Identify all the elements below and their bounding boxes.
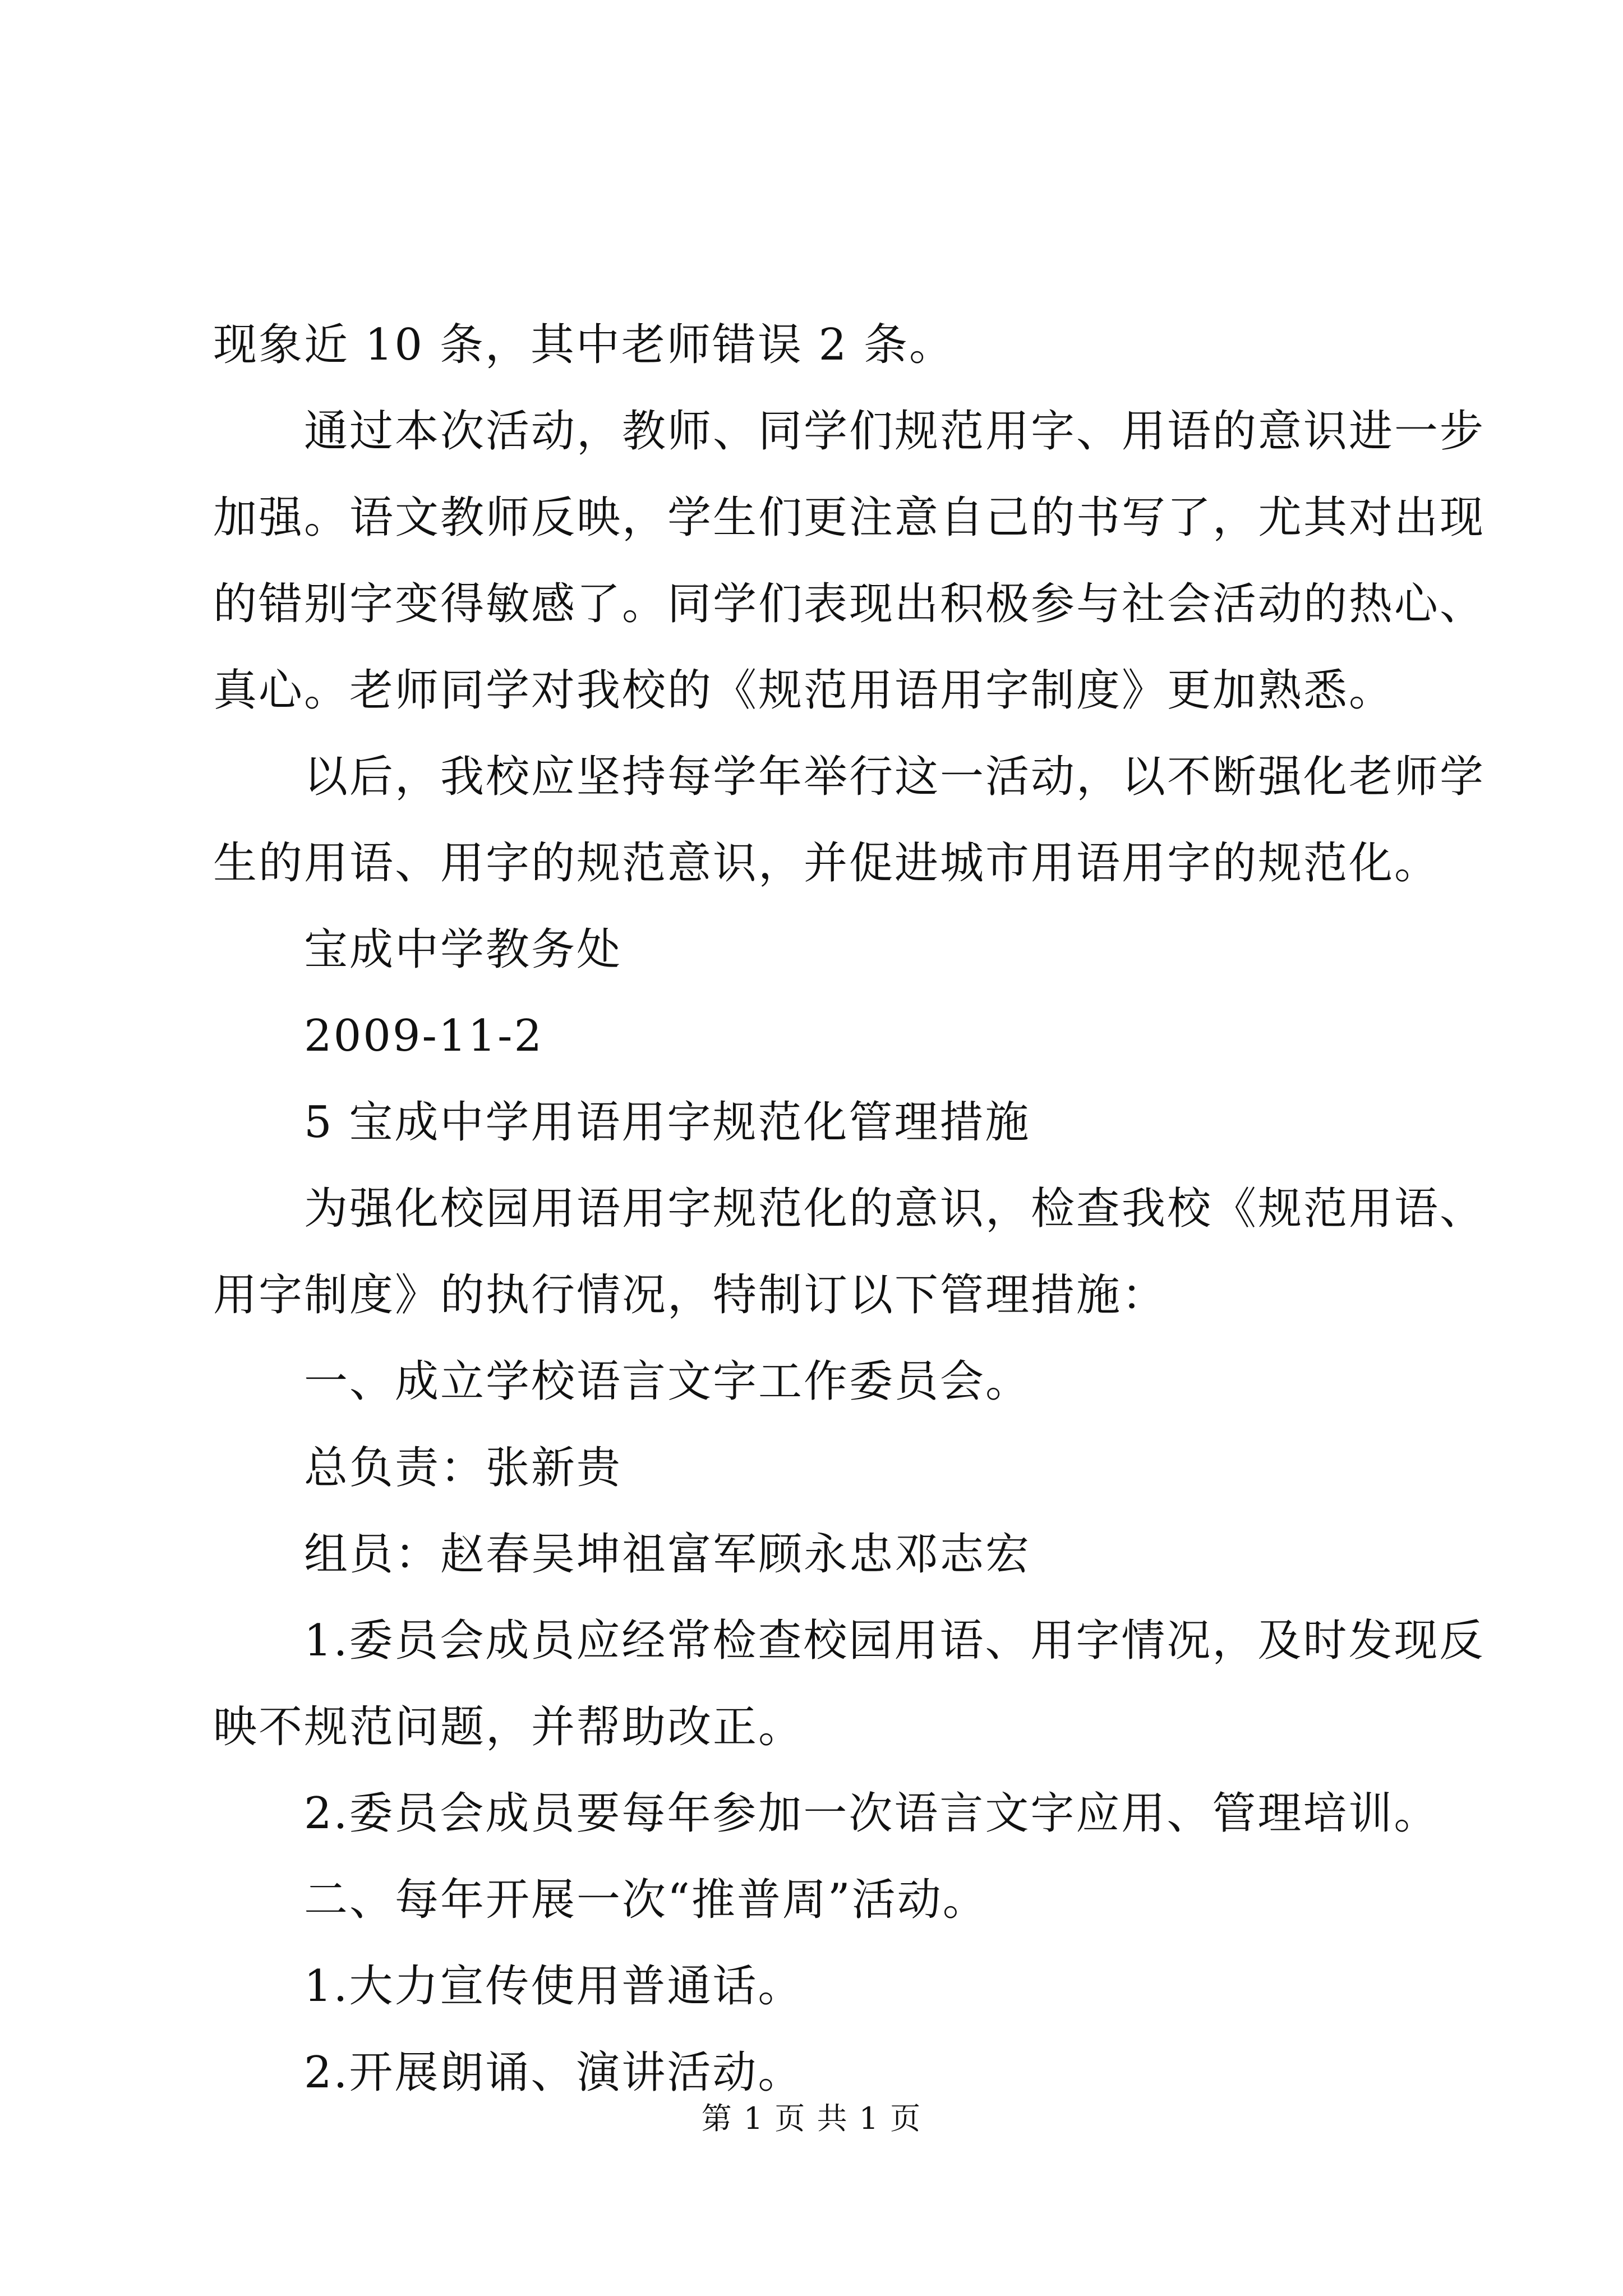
list-heading: 二、每年开展一次“推普周”活动。: [304, 1875, 988, 1925]
paragraph-line: 组员：赵春吴坤祖富军顾永忠邓志宏: [304, 1529, 1031, 1580]
list-item: 1.大力宣传使用普通话。: [304, 1961, 804, 2012]
signature-office: 宝成中学教务处: [304, 924, 623, 975]
document-body: [213, 302, 1486, 2116]
list-heading: 一、成立学校语言文字工作委员会。: [304, 1356, 1031, 1407]
paragraph-line: 以后，我校应坚持每学年举行这一活动，以不断强化老师学: [304, 752, 1486, 802]
list-item: 1.委员会成员应经常检查校园用语、用字情况，及时发现反: [304, 1616, 1485, 1666]
paragraph-line: 通过本次活动，教师、同学们规范用字、用语的意识进一步: [304, 406, 1486, 457]
signature-date: 2009-11-2: [304, 1011, 544, 1061]
paragraph-line: 加强。语文教师反映，学生们更注意自己的书写了，尤其对出现: [213, 493, 1486, 543]
paragraph-line: 真心。老师同学对我校的《规范用语用字制度》更加熟悉。: [213, 665, 1395, 716]
list-item: 2.开展朗诵、演讲活动。: [304, 2047, 804, 2098]
paragraph-line: 总负责：张新贵: [304, 1443, 623, 1493]
paragraph-line: 为强化校园用语用字规范化的意识，检查我校《规范用语、: [304, 1184, 1486, 1234]
list-item-continuation: 映不规范问题，并帮助改正。: [213, 1702, 804, 1752]
paragraph-line: 的错别字变得敏感了。同学们表现出积极参与社会活动的热心、: [213, 579, 1486, 629]
list-item: 2.委员会成员要每年参加一次语言文字应用、管理培训。: [304, 1788, 1440, 1839]
paragraph-line: 生的用语、用字的规范意识，并促进城市用语用字的规范化。: [213, 838, 1440, 889]
paragraph-line: 用字制度》的执行情况，特制订以下管理措施：: [213, 1270, 1168, 1320]
page-footer: 第 1 页 共 1 页: [701, 2101, 922, 2136]
paragraph-line: 现象近 10 条，其中老师错误 2 条。: [213, 320, 955, 370]
section-title: 5 宝成中学用语用字规范化管理措施: [304, 1097, 1031, 1148]
